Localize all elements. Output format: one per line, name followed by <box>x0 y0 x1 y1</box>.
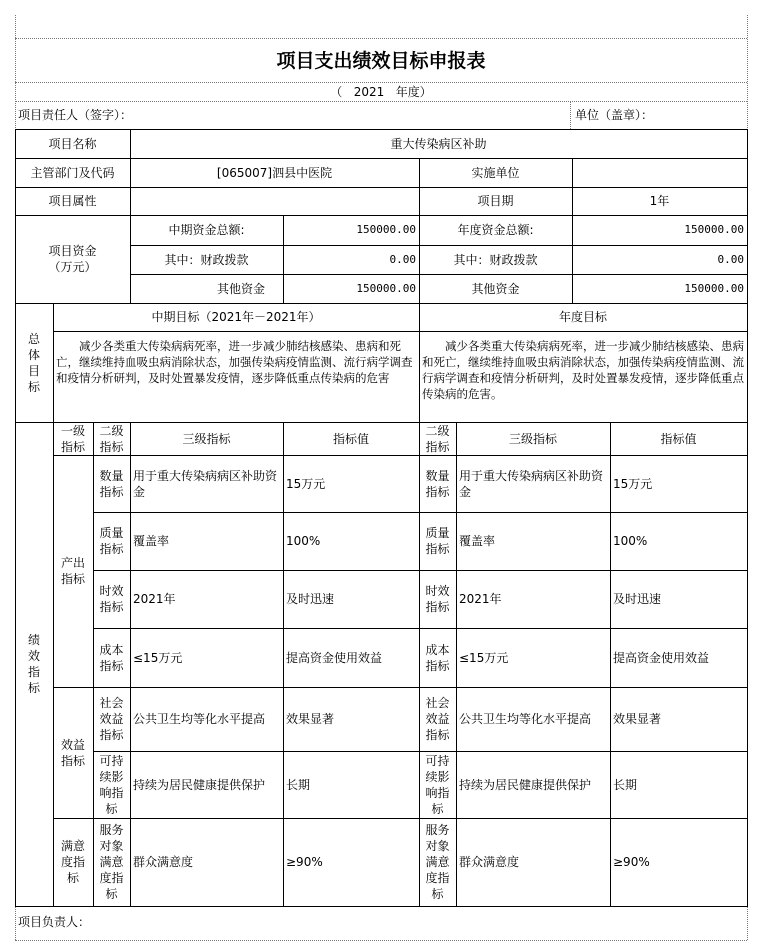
row-l2-mid: 时效指标 <box>99 584 124 614</box>
year-goal-header: 年度目标 <box>558 310 607 324</box>
row-l2-mid: 可持续影响指标 <box>99 753 124 816</box>
project-name-label: 项目名称 <box>48 136 97 151</box>
row-l3-mid: 持续为居民健康提供保护 <box>133 777 266 792</box>
row-l3-mid: ≤15万元 <box>133 650 183 665</box>
row-l3-mid: 用于重大传染病病区补助资金 <box>133 468 278 499</box>
year-line: （ 2021 年度） <box>330 85 432 99</box>
row-value-year: 效果显著 <box>613 712 662 726</box>
row-l2-year: 可持续影响指标 <box>425 753 450 816</box>
row-l2-mid: 质量指标 <box>99 526 124 556</box>
header-level1: 一级指标 <box>60 423 85 454</box>
impl-unit-label: 实施单位 <box>471 165 520 180</box>
row-l3-mid: 群众满意度 <box>133 855 194 869</box>
header-value-mid: 指标值 <box>332 431 369 446</box>
row-l3-year: 公共卫生均等化水平提高 <box>459 712 592 726</box>
row-l2-mid: 服务对象满意度指标 <box>99 823 124 901</box>
header-level2-year: 二级指标 <box>425 423 450 454</box>
unit-seal-label: 单位（盖章）： <box>575 108 654 122</box>
row-l3-mid: 2021年 <box>133 592 176 606</box>
row-l3-year: 2021年 <box>459 592 502 606</box>
year-goal-text: 减少各类重大传染病病死率，进一步减少肺结核感染、患病和死亡，继续维持血吸虫病消除状态，加强传染病疫情监测、流行病学调查和疫情分析研判，及时处置暴发疫情，逐步降低重点传染病的危害。 <box>422 339 744 401</box>
year-fiscal-value: 0.00 <box>717 252 744 266</box>
mid-total-label: 中期资金总额: <box>168 223 245 237</box>
row-l2-mid: 成本指标 <box>99 642 124 673</box>
row-l2-year: 质量指标 <box>425 526 450 556</box>
mid-fiscal-value: 0.00 <box>389 252 416 266</box>
impl-unit-value <box>572 158 747 187</box>
row-value-year: 长期 <box>613 777 638 792</box>
row-l3-year: 持续为居民健康提供保护 <box>459 777 592 792</box>
row-l2-mid: 数量指标 <box>99 468 124 499</box>
row-value-year: 100% <box>613 534 648 548</box>
row-l2-year: 社会效益指标 <box>425 696 450 742</box>
overall-goal-label: 总体目标 <box>27 331 40 394</box>
row-l2-year: 时效指标 <box>425 584 450 614</box>
year-other-value: 150000.00 <box>684 281 744 295</box>
row-l3-year: 群众满意度 <box>459 855 520 869</box>
header-level3-mid: 三级指标 <box>182 431 231 446</box>
row-value-year: 及时迅速 <box>613 592 662 606</box>
group-satisfaction: 满意度指标 <box>60 839 85 885</box>
group-output: 产出指标 <box>60 556 85 586</box>
row-l3-mid: 覆盖率 <box>133 534 170 548</box>
page-title: 项目支出绩效目标申报表 <box>276 50 486 72</box>
mid-total-value: 150000.00 <box>356 223 416 236</box>
attr-value <box>130 187 419 215</box>
row-l2-year: 服务对象满意度指标 <box>425 823 450 901</box>
row-l3-year: 用于重大传染病病区补助资金 <box>459 468 604 499</box>
year-other-label: 其他资金 <box>471 281 520 296</box>
mid-other-value: 150000.00 <box>356 281 416 295</box>
period-value: 1年 <box>649 194 670 208</box>
row-l2-year: 成本指标 <box>425 642 450 673</box>
mid-fiscal-label: 其中：财政拨款 <box>164 252 249 267</box>
perf-indicator-label: 绩效指标 <box>27 633 40 695</box>
mid-goal-header: 中期目标（2021年－2021年） <box>151 310 321 324</box>
attr-label: 项目属性 <box>48 194 97 208</box>
year-total-value: 150000.00 <box>684 223 744 236</box>
row-value-year: 提高资金使用效益 <box>613 650 710 665</box>
mid-other-label: 其他资金 <box>216 281 265 296</box>
row-l3-mid: 公共卫生均等化水平提高 <box>133 712 266 726</box>
row-l3-year: 覆盖率 <box>459 534 496 548</box>
row-value-mid: 15万元 <box>286 476 326 491</box>
row-value-mid: 提高资金使用效益 <box>286 650 383 665</box>
mid-goal-text: 减少各类重大传染病病死率，进一步减少肺结核感染、患病和死亡，继续维持血吸虫病消除状态，加强传染病疫情监测、流行病学调查和疫情分析研判，及时处置暴发疫情，逐步降低重点传染病的危害 <box>56 339 413 385</box>
year-fiscal-label: 其中：财政拨款 <box>453 252 538 267</box>
row-value-year: 15万元 <box>613 476 653 491</box>
dept-label: 主管部门及代码 <box>30 165 115 180</box>
row-value-mid: 效果显著 <box>286 712 335 726</box>
dept-value: [065007]泗县中医院 <box>216 165 333 180</box>
row-l3-year: ≤15万元 <box>459 650 509 665</box>
row-value-mid: ≥90% <box>286 855 323 869</box>
project-name-value: 重大传染病区补助 <box>390 136 487 151</box>
period-label: 项目期 <box>477 194 514 208</box>
row-value-mid: 长期 <box>286 777 311 792</box>
header-level2-mid: 二级指标 <box>99 423 124 454</box>
row-l2-year: 数量指标 <box>425 468 450 499</box>
year-total-label: 年度资金总额: <box>457 223 534 237</box>
funds-label: 项目资金（万元） <box>48 244 97 274</box>
row-value-mid: 及时迅速 <box>286 592 335 606</box>
project-leader-label: 项目负责人： <box>18 915 91 929</box>
header-value-year: 指标值 <box>660 431 697 446</box>
row-value-mid: 100% <box>286 534 321 548</box>
row-value-year: ≥90% <box>613 855 650 869</box>
row-l2-mid: 社会效益指标 <box>99 696 124 742</box>
header-level3-year: 三级指标 <box>508 431 557 446</box>
responsible-signature-label: 项目责任人（签字）： <box>18 108 133 122</box>
group-benefit: 效益指标 <box>60 737 85 768</box>
